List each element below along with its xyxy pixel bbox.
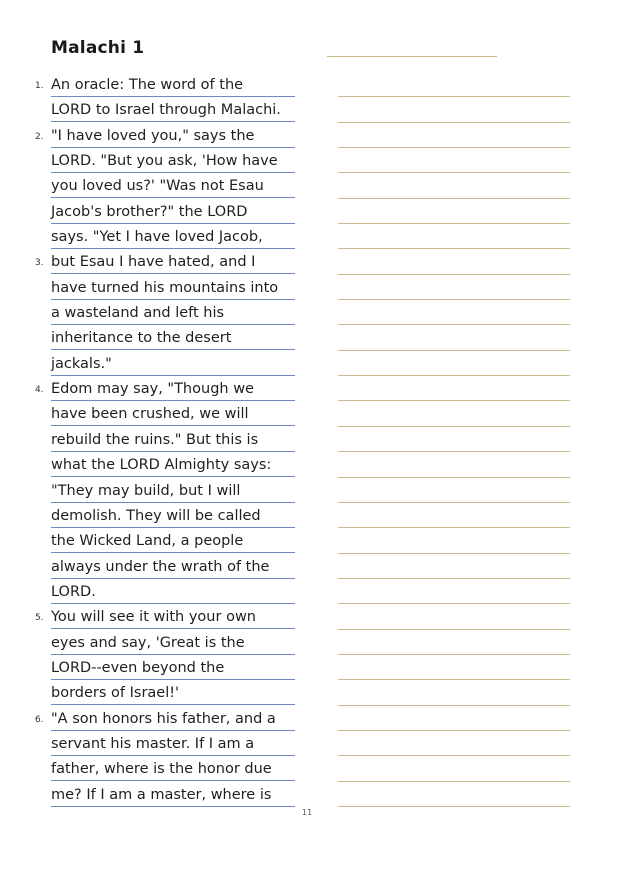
verse-line xyxy=(0,249,300,274)
writing-line xyxy=(338,325,570,350)
verse-line xyxy=(0,528,300,553)
writing-line xyxy=(338,72,570,97)
writing-line xyxy=(338,478,570,503)
verse-line-text: Jacob's brother?" the LORD xyxy=(51,202,295,224)
writing-line xyxy=(338,199,570,224)
verse-line xyxy=(0,731,300,756)
writing-line xyxy=(338,275,570,300)
writing-line xyxy=(338,528,570,553)
verse-line-text: "I have loved you," says the xyxy=(51,126,295,148)
verse-line-text: jackals." xyxy=(51,354,295,376)
writing-line xyxy=(338,706,570,731)
verse-line xyxy=(0,579,300,604)
writing-line xyxy=(338,351,570,376)
verse-line-text: LORD. "But you ask, 'How have xyxy=(51,151,295,173)
writing-line xyxy=(338,249,570,274)
verse-line-text: You will see it with your own xyxy=(51,607,295,629)
verse-line-text: have been crushed, we will xyxy=(51,404,295,426)
verse-line-text: says. "Yet I have loved Jacob, xyxy=(51,227,295,249)
writing-line xyxy=(338,401,570,426)
verse-line xyxy=(0,782,300,807)
verse-line xyxy=(0,427,300,452)
verse-line xyxy=(0,199,300,224)
writing-line xyxy=(338,97,570,122)
writing-line xyxy=(338,123,570,148)
verse-line xyxy=(0,275,300,300)
verse-line-text: you loved us?' "Was not Esau xyxy=(51,176,295,198)
verse-line xyxy=(0,630,300,655)
verse-line xyxy=(0,452,300,477)
verse-line xyxy=(0,680,300,705)
verse-line xyxy=(0,97,300,122)
verse-line xyxy=(0,123,300,148)
writing-line xyxy=(338,376,570,401)
writing-line xyxy=(338,579,570,604)
verse-line-text: have turned his mountains into xyxy=(51,278,295,300)
verse-line xyxy=(0,173,300,198)
writing-line xyxy=(338,782,570,807)
verse-text-column xyxy=(0,72,300,807)
title-writing-line xyxy=(327,56,497,57)
writing-line xyxy=(338,554,570,579)
verse-line-text: LORD--even beyond the xyxy=(51,658,295,680)
verse-line-text: LORD. xyxy=(51,582,295,604)
writing-lines-column xyxy=(338,72,570,807)
verse-line xyxy=(0,224,300,249)
verse-number: 5. xyxy=(35,613,44,624)
verse-line-text: but Esau I have hated, and I xyxy=(51,252,295,274)
verse-number: 6. xyxy=(35,714,44,725)
verse-line xyxy=(0,604,300,629)
verse-line-text: always under the wrath of the xyxy=(51,557,295,579)
verse-line-text: "They may build, but I will xyxy=(51,481,295,503)
writing-line xyxy=(338,655,570,680)
writing-line xyxy=(338,452,570,477)
writing-line xyxy=(338,680,570,705)
page-title: Malachi 1 xyxy=(51,38,145,58)
verse-line-text: An oracle: The word of the xyxy=(51,75,295,97)
writing-line xyxy=(338,503,570,528)
verse-line xyxy=(0,376,300,401)
writing-line xyxy=(338,630,570,655)
verse-line xyxy=(0,300,300,325)
writing-line xyxy=(338,756,570,781)
verse-line xyxy=(0,706,300,731)
verse-line-text: me? If I am a master, where is xyxy=(51,785,295,807)
verse-line xyxy=(0,503,300,528)
writing-line xyxy=(338,604,570,629)
writing-line xyxy=(338,148,570,173)
verse-line xyxy=(0,756,300,781)
verse-line-text: the Wicked Land, a people xyxy=(51,531,295,553)
writing-line xyxy=(338,224,570,249)
verse-line-text: LORD to Israel through Malachi. xyxy=(51,100,295,122)
verse-line-text: a wasteland and left his xyxy=(51,303,295,325)
verse-line xyxy=(0,554,300,579)
verse-line xyxy=(0,148,300,173)
verse-line-text: eyes and say, 'Great is the xyxy=(51,633,295,655)
verse-number: 4. xyxy=(35,385,44,396)
verse-line-text: "A son honors his father, and a xyxy=(51,709,295,731)
page-number: 11 xyxy=(302,808,313,817)
verse-number: 2. xyxy=(35,131,44,142)
writing-line xyxy=(338,427,570,452)
verse-line-text: father, where is the honor due xyxy=(51,759,295,781)
verse-line-text: inheritance to the desert xyxy=(51,328,295,350)
verse-line-text: rebuild the ruins." But this is xyxy=(51,430,295,452)
verse-line xyxy=(0,655,300,680)
verse-line xyxy=(0,72,300,97)
verse-line-text: demolish. They will be called xyxy=(51,506,295,528)
writing-line xyxy=(338,300,570,325)
writing-line xyxy=(338,173,570,198)
verse-line xyxy=(0,325,300,350)
verse-line-text: what the LORD Almighty says: xyxy=(51,455,295,477)
verse-number: 3. xyxy=(35,258,44,269)
verse-line xyxy=(0,351,300,376)
writing-line xyxy=(338,731,570,756)
verse-line xyxy=(0,401,300,426)
verse-line-text: borders of Israel!' xyxy=(51,683,295,705)
verse-number: 1. xyxy=(35,81,44,91)
verse-line-text: servant his master. If I am a xyxy=(51,734,295,756)
verse-line-text: Edom may say, "Though we xyxy=(51,379,295,401)
verse-line xyxy=(0,478,300,503)
